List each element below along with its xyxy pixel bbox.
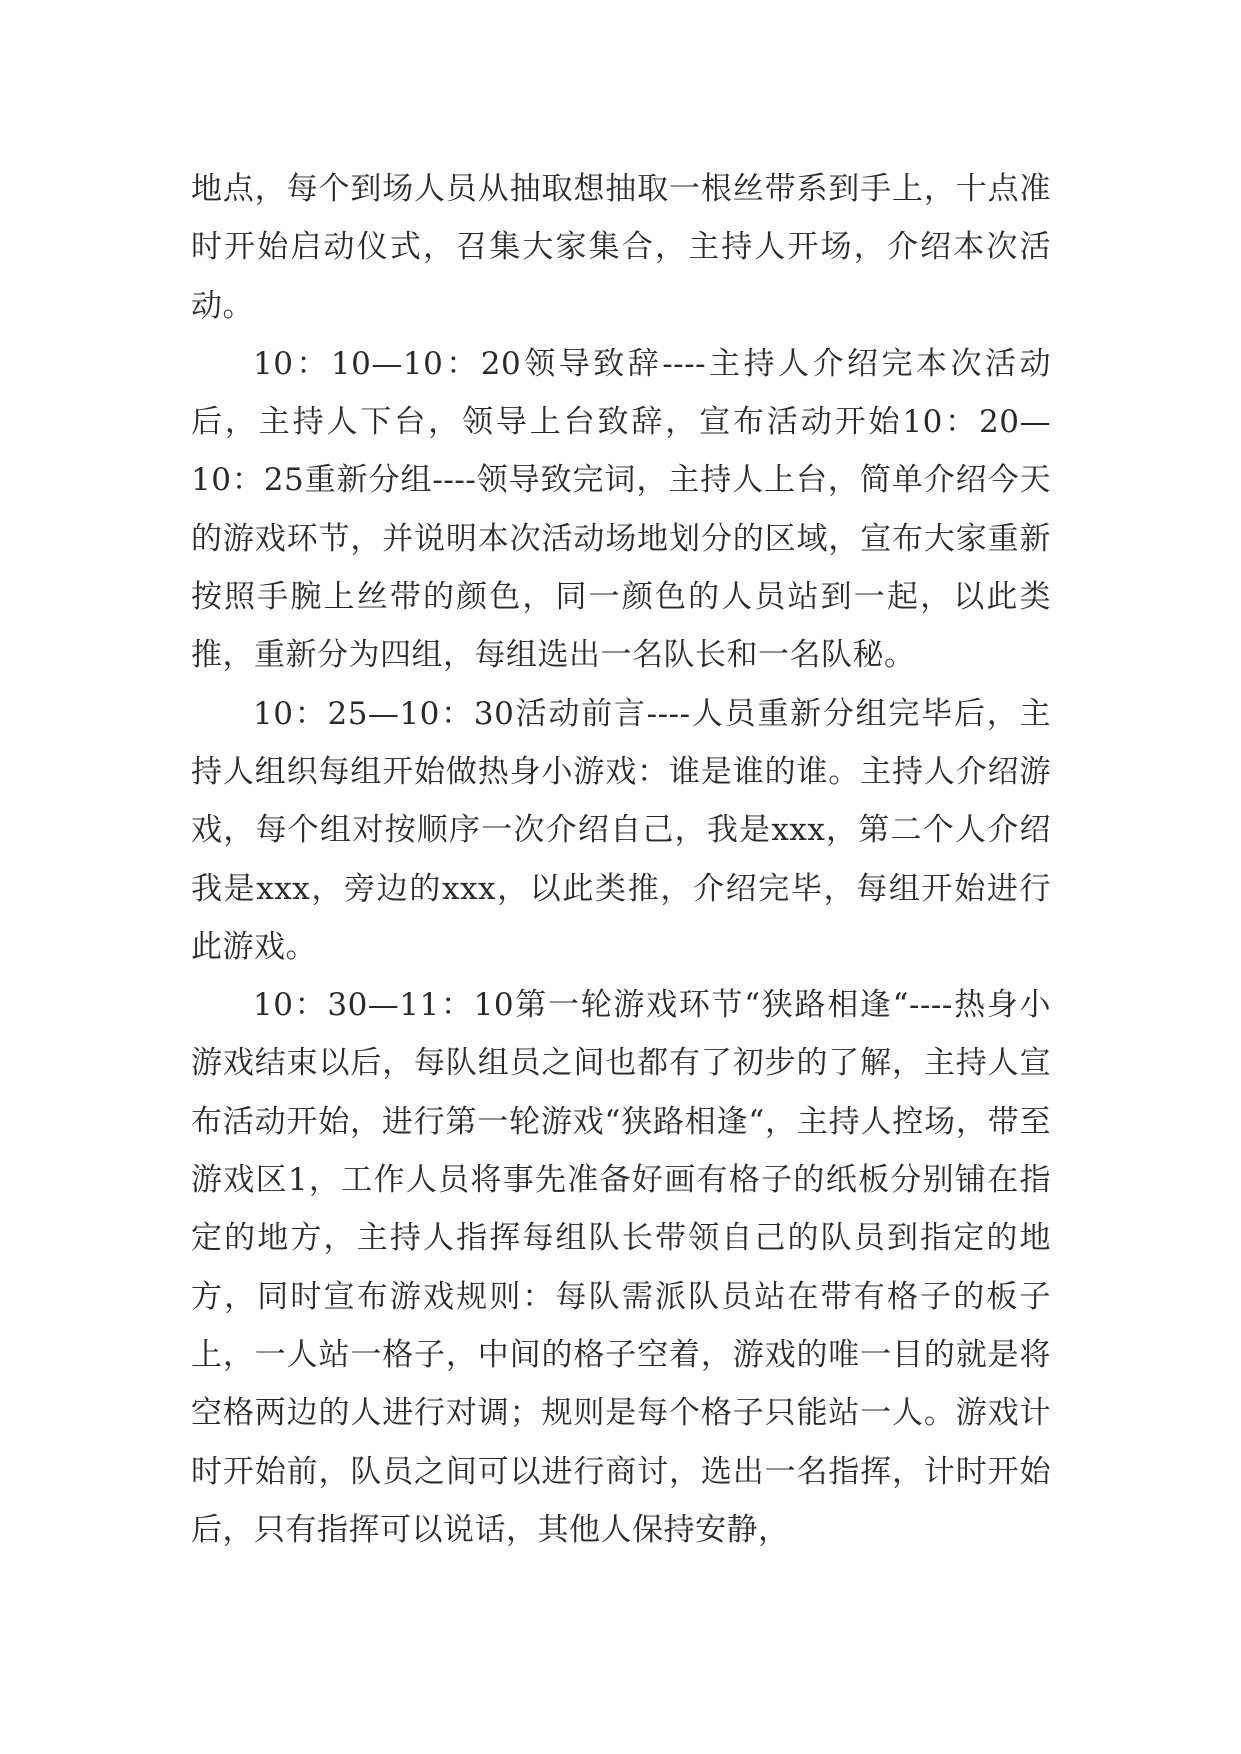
paragraph-leader-speech: 10：10—10：20领导致辞----主持人介绍完本次活动后，主持人下台，领导上台致辞，宣布活动开始10：20—10：25重新分组----领导致完词，主持人上台，简单介绍今天的游戏环节，并说明本次活动场地划分的区域，宣布大家重新按照手腕上丝带的颜色，同一颜色的人员站到一起，以此类推，重新分为四组，每组选出一名队长和一名队秘。 [191, 345, 1051, 674]
paragraph-first-round: 10：30—11：10第一轮游戏环节“狭路相逢“----热身小游戏结束以后，每队组员之间也都有了初步的了解，主持人宣布活动开始，进行第一轮游戏“狭路相逢“，主持人控场，带至游戏区1，工作人员将事先准备好画有格子的纸板分别铺在指定的地方，主持人指挥每组队长带领自己的队员到指定的地方，同时宣布游戏规则：每队需派队员站在带有格子的板子上，一人站一格子，中间的格子空着，游戏的唯一目的就是将空格两边的人进行对调；规则是每个格子只能站一人。游戏计时开始前，队员之间可以进行商讨，选出一名指挥，计时开始后，只有指挥可以说话，其他人保持安静， [191, 987, 1051, 1548]
document-body [191, 160, 1051, 1559]
paragraph-warmup: 10：25—10：30活动前言----人员重新分组完毕后，主持人组织每组开始做热身小游戏：谁是谁的谁。主持人介绍游戏，每个组对按顺序一次介绍自己，我是xxx，第二个人介绍我是xxx，旁边的xxx，以此类推，介绍完毕，每组开始进行此游戏。 [191, 695, 1051, 965]
paragraph-opening: 地点，每个到场人员从抽取想抽取一根丝带系到手上，十点准时开始启动仪式，召集大家集合，主持人开场，介绍本次活动。 [191, 171, 1051, 324]
